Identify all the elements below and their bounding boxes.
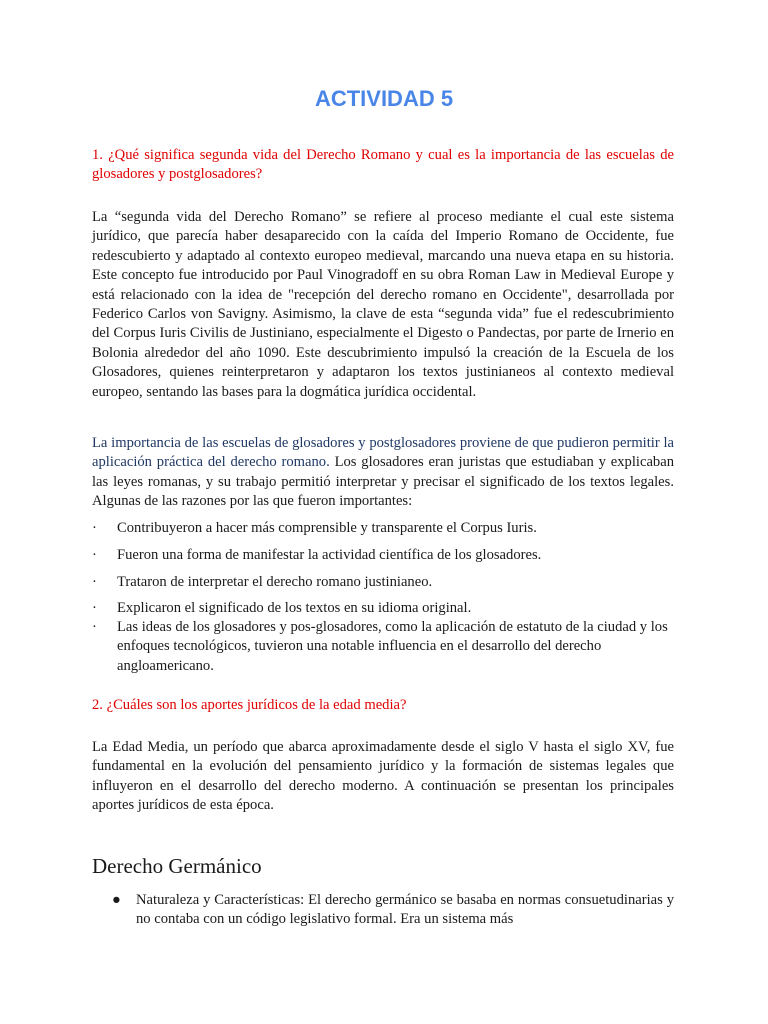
bullet-marker: · — [92, 619, 97, 635]
section-heading: Derecho Germánico — [92, 854, 262, 878]
paragraph-segunda-vida: La “segunda vida del Derecho Romano” se refiere al proceso mediante el cual este sistema jurídico, que parecía haber desaparecido con la caída del Imperio Romano de Occidente, fue redescubierto y adaptado al contexto europeo medieval, marcando una nueva etapa en su historia. Este concepto fue introducido por Paul Vinogradoff en su obra Roman Law in Medieval Europe y está relacionado con la idea de "recepción del derecho romano en Occidente", desarrollada por Federico Carlos von Savigny. Asimismo, la clave de esta “segunda vida” fue el redescubrimiento del Corpus Iuris Civilis de Justiniano, especialmente el Digesto o Pandectas, por parte de Irnerio en Bolonia alrededor del año 1090. Este descubrimiento impulsó la creación de la Escuela de los Glosadores, quienes reinterpretaron y adaptaron los textos justinianeos al contexto medieval europeo, sentando las bases para la dogmática jurídica occidental. — [92, 209, 674, 400]
question-1: 1. ¿Qué significa segunda vida del Derecho Romano y cual es la importancia de las escuelas de glosadores y postglosadores? — [92, 147, 674, 183]
bullet-marker: · — [92, 547, 97, 563]
list-item-text: Las ideas de los glosadores y pos-glosadores, como la aplicación de estatuto de la ciudad y los enfoques tecnológicos, tuvieron una notable influencia en el desarrollo del derecho angloamericano. — [117, 619, 668, 674]
list-item — [92, 599, 674, 618]
paragraph-rest: Los glosadores eran juristas que estudiaban y explicaban las leyes romanas, y su trabajo permitió interpretar y precisar el significado de los textos legales. Algunas de las razones por las que fueron importantes: — [92, 454, 674, 510]
bullet-marker: ● — [112, 892, 121, 908]
bullet-marker: · — [92, 600, 97, 616]
bullet-marker: · — [92, 574, 97, 590]
highlighted-sentence: La importancia de las escuelas de glosadores y postglosadores proviene de que pudieron permitir la aplicación práctica del derecho romano. — [92, 435, 674, 471]
paragraph-edad-media: La Edad Media, un período que abarca aproximadamente desde el siglo V hasta el siglo XV, fue fundamental en la evolución del pensamiento jurídico y la formación de sistemas legales que influyeron en el desarrollo del derecho moderno. A continuación se presentan los principales aportes jurídicos de esta época. — [92, 739, 674, 814]
list-item — [92, 618, 674, 676]
list-item-text: Fueron una forma de manifestar la actividad científica de los glosadores. — [117, 547, 542, 563]
list-item — [92, 891, 674, 930]
bullet-marker: · — [92, 520, 97, 536]
question-2: 2. ¿Cuáles son los aportes jurídicos de la edad media? — [92, 697, 407, 713]
list-item-text: Trataron de interpretar el derecho romano justinianeo. — [117, 574, 433, 590]
list-item — [92, 573, 674, 592]
list-item-text: Contribuyeron a hacer más comprensible y transparente el Corpus Iuris. — [117, 520, 537, 536]
list-item-text: Explicaron el significado de los textos en su idioma original. — [117, 600, 472, 616]
list-item-text: Naturaleza y Características: El derecho germánico se basaba en normas consuetudinarias y no contaba con un código legislativo formal. Era un sistema más — [136, 892, 674, 928]
paragraph-importancia — [92, 434, 674, 512]
list-item — [92, 546, 674, 565]
document-title: ACTIVIDAD 5 — [314, 86, 454, 111]
list-item — [92, 519, 674, 538]
